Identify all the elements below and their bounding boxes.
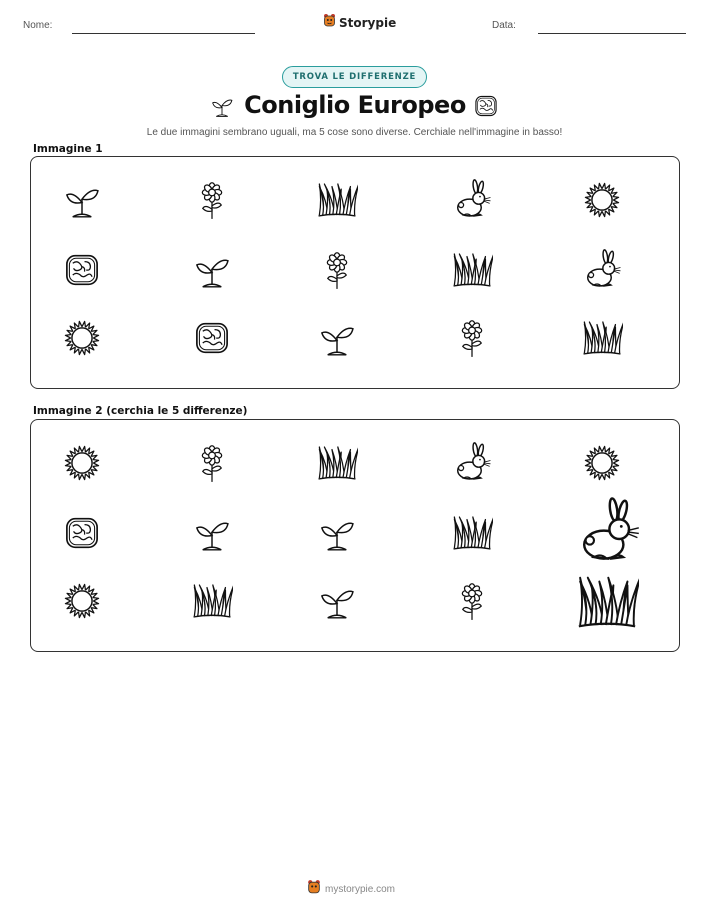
- grass-icon[interactable]: [191, 580, 233, 622]
- rabbit-icon: [451, 179, 493, 221]
- grass-icon[interactable]: [451, 512, 493, 554]
- sprout-icon: [209, 93, 235, 123]
- sprout-icon[interactable]: [191, 512, 233, 554]
- brain-coral-icon[interactable]: [61, 512, 103, 554]
- flower-icon: [191, 179, 233, 221]
- image2-label: Immagine 2 (cerchia le 5 differenze): [33, 405, 248, 417]
- page-title: Coniglio Europeo: [244, 91, 466, 119]
- date-label: Data:: [492, 20, 516, 31]
- flower-icon: [316, 249, 358, 291]
- brain-coral-icon: [61, 249, 103, 291]
- footer: [307, 879, 395, 899]
- flower-icon[interactable]: [191, 442, 233, 484]
- brain-coral-icon: [191, 317, 233, 359]
- rabbit-icon[interactable]: [573, 497, 643, 567]
- sun-icon[interactable]: [61, 580, 103, 622]
- grass-icon: [451, 249, 493, 291]
- name-field-line[interactable]: [72, 33, 255, 34]
- rabbit-icon: [581, 249, 623, 291]
- sun-icon: [581, 179, 623, 221]
- storypie-mascot-icon: [323, 13, 336, 32]
- sun-icon: [61, 317, 103, 359]
- sprout-icon: [61, 179, 103, 221]
- flower-icon[interactable]: [451, 580, 493, 622]
- sprout-icon[interactable]: [316, 580, 358, 622]
- grass-icon: [316, 179, 358, 221]
- sprout-icon: [191, 249, 233, 291]
- sprout-icon[interactable]: [316, 512, 358, 554]
- image1-label: Immagine 1: [33, 143, 103, 155]
- sun-icon[interactable]: [61, 442, 103, 484]
- sun-icon[interactable]: [581, 442, 623, 484]
- date-field-line[interactable]: [538, 33, 686, 34]
- rabbit-icon[interactable]: [451, 442, 493, 484]
- brand-logo: [323, 13, 396, 32]
- footer-url: mystorypie.com: [325, 883, 396, 895]
- grass-icon: [581, 317, 623, 359]
- grass-icon[interactable]: [575, 570, 639, 634]
- flower-icon: [451, 317, 493, 359]
- image1-panel: [30, 156, 680, 389]
- name-label: Nome:: [23, 20, 53, 31]
- activity-badge: TROVA LE DIFFERENZE: [282, 66, 427, 88]
- brand-name: Storypie: [339, 15, 397, 30]
- image2-panel[interactable]: [30, 419, 680, 652]
- sprout-icon: [316, 317, 358, 359]
- instructions-text: Le due immagini sembrano uguali, ma 5 cose sono diverse. Cerchiale nell'immagine in basso!: [146, 127, 563, 138]
- storypie-mascot-icon: [307, 879, 321, 899]
- grass-icon[interactable]: [316, 442, 358, 484]
- brain-coral-icon: [472, 92, 500, 124]
